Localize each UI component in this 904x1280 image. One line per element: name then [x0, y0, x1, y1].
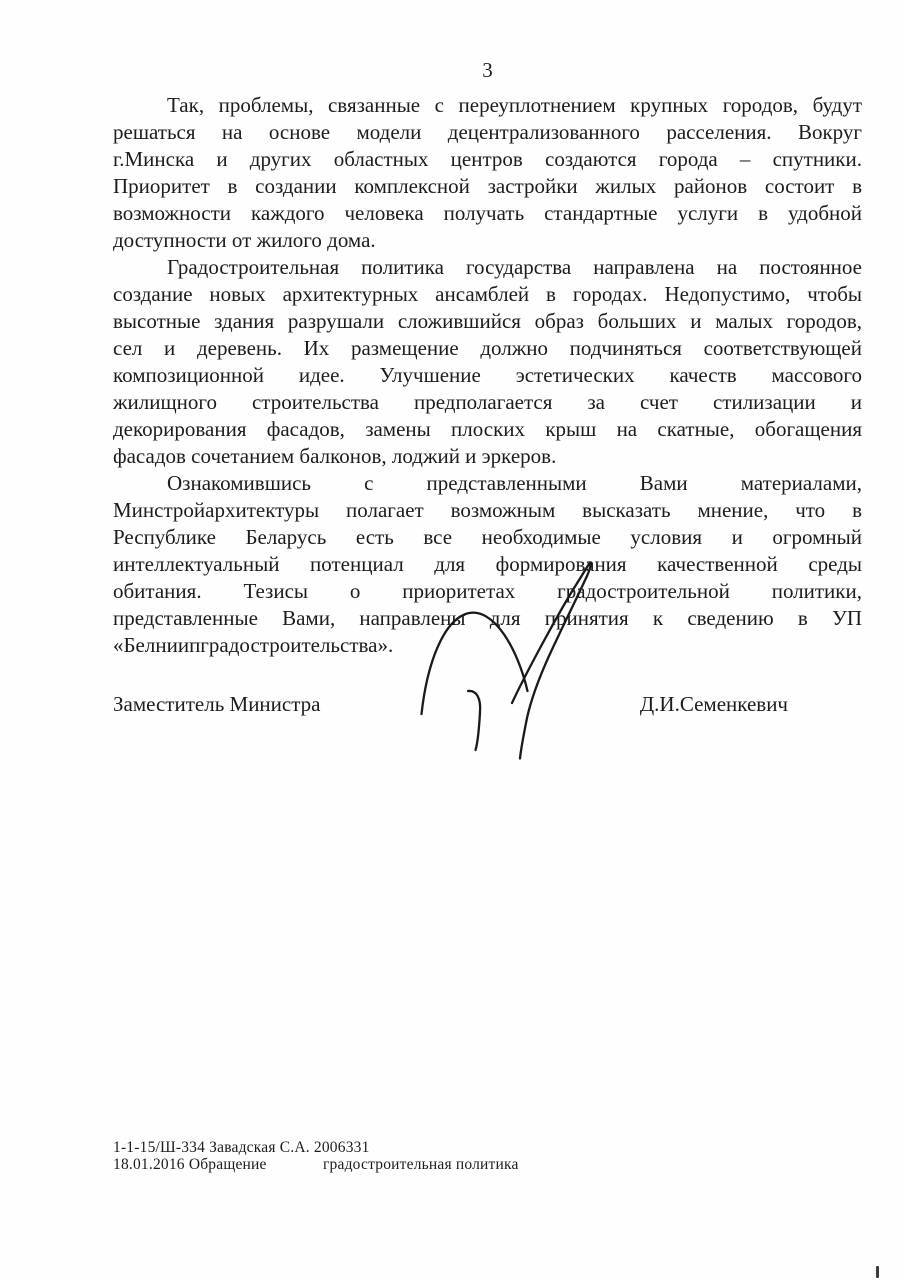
footer-reference: [113, 1139, 519, 1173]
date-subject-line: [113, 1156, 519, 1173]
text-line: обитания. Тезисы о приоритетах градостроительной политики,: [113, 579, 862, 603]
paragraph: [113, 254, 862, 470]
signer-name: Д.И.Семенкевич: [639, 692, 788, 716]
text-line: Так, проблемы, связанные с переуплотнением крупных городов, будут: [167, 93, 862, 117]
scan-artifact-mark: [876, 1266, 879, 1278]
text-line: решаться на основе модели децентрализованного расселения. Вокруг: [113, 120, 862, 144]
text-line: высотные здания разрушали сложившийся образ больших и малых городов,: [113, 309, 862, 333]
text-line: Ознакомившись с представленными Вами материалами,: [167, 471, 862, 495]
text-line: Республике Беларусь есть все необходимые условия и огромный: [113, 525, 862, 549]
text-line: Градостроительная политика государства направлена на постоянное: [167, 255, 862, 279]
text-line: создание новых архитектурных ансамблей в городах. Недопустимо, чтобы: [113, 282, 862, 306]
paragraph: [113, 92, 862, 254]
text-line: композиционной идее. Улучшение эстетических качеств массового: [113, 363, 862, 387]
signer-title: Заместитель Министра: [113, 692, 321, 716]
text-line: Минстройархитектуры полагает возможным высказать мнение, что в: [113, 498, 862, 522]
text-line: представленные Вами, направлены для принятия к сведению в УП: [113, 606, 862, 630]
text-line: декорирования фасадов, замены плоских крыш на скатные, обогащения: [113, 417, 862, 441]
text-line: жилищного строительства предполагается за счет стилизации и: [113, 390, 862, 414]
signature-block: [113, 691, 862, 718]
letter-body: [113, 92, 862, 659]
text-line: фасадов сочетанием балконов, лоджий и эркеров.: [113, 444, 557, 468]
date-type-text: 18.01.2016 Обращение: [113, 1156, 267, 1173]
text-line: Приоритет в создании комплексной застройки жилых районов состоит в: [113, 174, 862, 198]
text-line: г.Минска и других областных центров создаются города – спутники.: [113, 147, 862, 171]
reference-number-line: 1-1-15/Ш-334 Завадская С.А. 2006331: [113, 1139, 370, 1156]
text-line: доступности от жилого дома.: [113, 228, 376, 252]
subject-text: градостроительная политика: [323, 1156, 519, 1173]
text-line: интеллектуальный потенциал для формирования качественной среды: [113, 552, 862, 576]
paragraph: [113, 470, 862, 659]
text-line: возможности каждого человека получать стандартные услуги в удобной: [113, 201, 862, 225]
text-line: «Белниипградостроительства».: [113, 633, 394, 657]
page-number: 3: [482, 58, 493, 82]
text-line: сел и деревень. Их размещение должно подчиняться соответствующей: [113, 336, 862, 360]
